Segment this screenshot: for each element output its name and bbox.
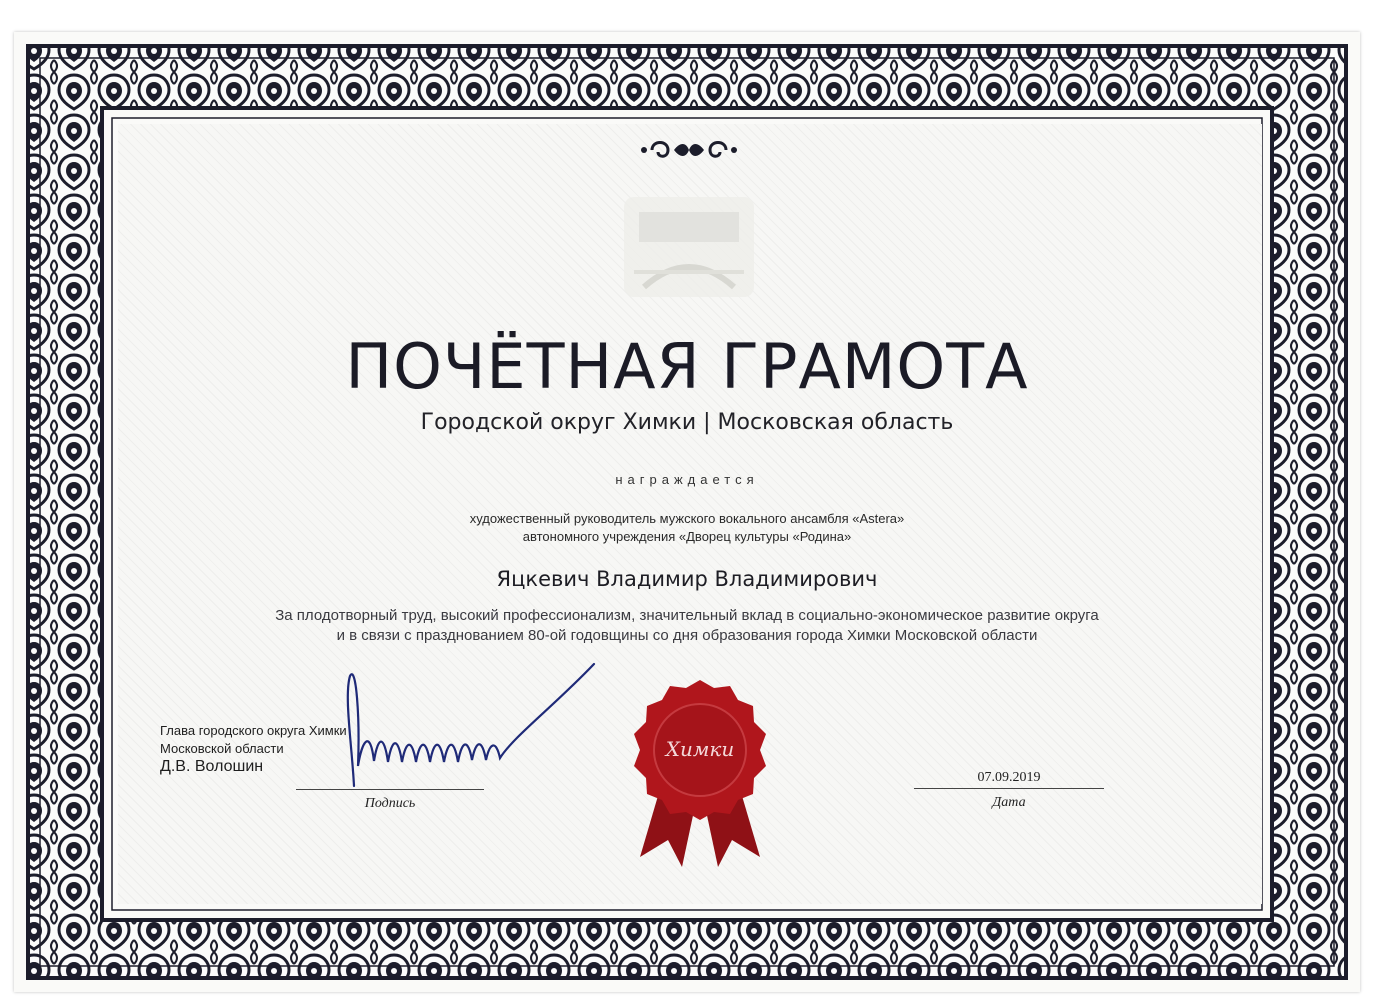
signature-label: Подпись [364, 796, 416, 811]
position-line-1: художественный руководитель мужского вокального ансамбля «Astera» [469, 511, 905, 526]
signature-line [296, 789, 484, 790]
certificate-subtitle: Городской округ Химки | Московская область [420, 410, 954, 435]
awarded-label: награждается [615, 472, 759, 487]
certificate-title: ПОЧЁТНАЯ ГРАМОТА [345, 330, 1029, 403]
certificate [14, 32, 1360, 992]
signatory-title-line-1: Глава городского округа Химки [160, 723, 347, 738]
seal-text: Химки [665, 737, 735, 761]
date-value: 07.09.2019 [977, 770, 1041, 785]
recipient-position [14, 510, 1360, 546]
award-reason [14, 606, 1360, 646]
recipient-name: Яцкевич Владимир Владимирович [496, 567, 878, 591]
red-wax-seal [620, 672, 780, 872]
reason-line-1: За плодотворный труд, высокий профессионализм, значительный вклад в социально-экономическое развитие округа [275, 607, 1099, 624]
signatory-name: Д.В. Волошин [160, 758, 264, 775]
handwritten-signature [314, 656, 614, 796]
date-line [914, 788, 1104, 789]
flourish-ornament-icon [634, 132, 744, 168]
date-label: Дата [992, 795, 1026, 810]
reason-line-2: и в связи с празднованием 80-ой годовщины со дня образования города Химки Московской области [336, 627, 1038, 644]
embossed-emblem-icon [584, 177, 794, 307]
position-line-2: автономного учреждения «Дворец культуры «Родина» [522, 529, 852, 544]
signatory-title-line-2: Московской области [160, 741, 284, 756]
